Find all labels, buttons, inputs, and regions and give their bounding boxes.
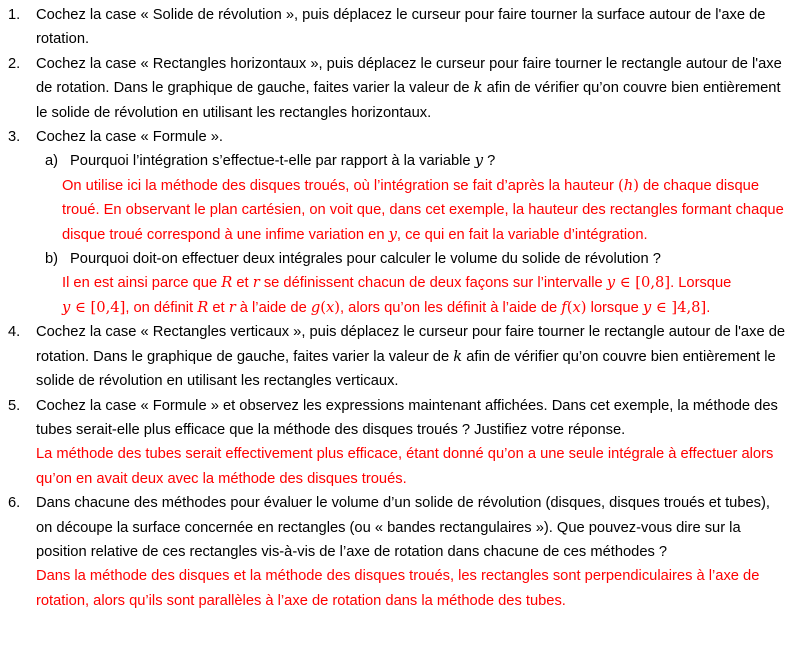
worksheet <box>8 3 790 613</box>
sub-item <box>36 149 790 173</box>
question-text <box>36 52 790 125</box>
answer-text <box>36 564 790 613</box>
item-number: 1. <box>8 7 21 23</box>
item-number: 4. <box>8 324 21 341</box>
math-symbol: r <box>252 274 260 292</box>
math-symbol: ( <box>320 298 326 316</box>
list-item <box>8 3 790 52</box>
math-symbol: k <box>453 347 463 365</box>
text-run: . Lorsque <box>670 275 732 292</box>
item-number: 5. <box>8 397 21 414</box>
item-body <box>36 125 790 320</box>
question-text <box>36 3 790 52</box>
math-symbol: R <box>197 298 209 316</box>
text-run: afin de vérifier qu’on couvre bien entièrement le solide de révolution en utilisant les rectangles verticaux. <box>36 348 776 390</box>
math-symbol: ∈ [0,8] <box>615 274 671 292</box>
math-symbol: R <box>221 274 233 292</box>
math-symbol: x <box>572 298 581 316</box>
item-body <box>36 491 790 613</box>
item-body <box>36 3 790 52</box>
text-run: se définissent chacun de deux façons sur l’intervalle <box>259 275 607 292</box>
math-symbol: y <box>474 152 483 170</box>
question-text <box>36 125 790 149</box>
text-run: Cochez la case « Rectangles verticaux », puis déplacez le curseur pour faire tourner le rectangle autour de l'axe de rotation. Dans le graphique de gauche, faites varier la valeur de <box>36 324 786 365</box>
list-item <box>8 320 790 393</box>
item-body <box>36 394 790 492</box>
text-run: à l’aide de <box>235 299 311 316</box>
item-body <box>36 320 790 393</box>
text-run: Dans la méthode des disques et la méthode des disques troués, les rectangles sont perpendiculaires à l’axe de rotation, alors qu’ils sont parallèles à l’axe de rotation dans la méthode des tubes. <box>36 568 760 609</box>
math-symbol: ) <box>633 176 639 194</box>
math-symbol: ∈ [0,4] <box>70 298 126 316</box>
question-text <box>36 394 790 443</box>
math-symbol: y <box>62 298 71 316</box>
text-run: Dans chacune des méthodes pour évaluer le volume d’un solide de révolution (disques, disques troués et tubes), on découpe la surface concernée en rectangles (ou « bandes rectangulaires »). Que pouvez-vous dire sur la position relative de ces rectangles vis-à-vis de l’axe de rotation dans chacune de ces méthodes ? <box>36 495 770 560</box>
item-number: 3. <box>8 129 21 146</box>
sub-item <box>36 247 790 271</box>
math-symbol: h <box>623 176 634 194</box>
math-symbol: f <box>561 298 567 316</box>
text-run: Cochez la case « Solide de révolution », puis déplacez le curseur pour faire tourner la surface autour de l'axe de rotation. <box>36 7 766 48</box>
text-run: , on définit <box>125 299 198 316</box>
sub-item-marker: a) <box>45 153 59 170</box>
text-run: et <box>232 275 253 292</box>
math-symbol: ) <box>580 298 587 316</box>
answer-text <box>36 442 790 491</box>
text-run: ? <box>483 153 496 170</box>
item-number: 6. <box>8 495 21 512</box>
math-symbol: ∈ ]4,8] <box>651 298 707 316</box>
item-number: 2. <box>8 55 21 72</box>
answer-text <box>62 271 790 320</box>
math-symbol: ( <box>566 298 573 316</box>
text-run: Cochez la case « Rectangles horizontaux », puis déplacez le curseur pour faire tourner le rectangle autour de l'axe de rotation. Dans le graphique de gauche, faites varier la valeur de <box>36 55 782 97</box>
question-text <box>70 149 790 173</box>
text-run: Cochez la case « Formule » et observez les expressions maintenant affichées. Dans cet exemple, la méthode des tubes serait-elle plus efficace que la méthode des disques troués ? Justifiez votre réponse. <box>36 397 778 438</box>
text-run: Cochez la case « Formule ». <box>36 129 223 146</box>
text-run: , alors qu’on les définit à l’aide de <box>340 299 562 316</box>
text-run: et <box>208 299 229 316</box>
text-run: afin de vérifier qu’on couvre bien entièrement le solide de révolution en utilisant les rectangles horizontaux. <box>36 80 781 121</box>
text-run: On utilise ici la méthode des disques troués, où l’intégration se fait d’après la hauteur <box>62 177 618 194</box>
question-text <box>36 320 790 393</box>
text-run: Il en est ainsi parce que <box>62 275 222 292</box>
answer-text <box>62 174 790 247</box>
item-body <box>36 52 790 125</box>
math-symbol: ) <box>334 298 341 316</box>
text-run: lorsque <box>586 299 643 316</box>
math-symbol: x <box>325 298 335 316</box>
math-symbol: k <box>473 79 483 97</box>
text-run: , ce qui en fait la variable d’intégration. <box>396 226 648 243</box>
list-item <box>8 125 790 320</box>
sub-item-marker: b) <box>45 251 59 268</box>
math-symbol: y <box>642 298 652 316</box>
text-run: de chaque disque troué. En observant le plan cartésien, on voit que, dans cet exemple, la hauteur des rectangles formant chaque disque troué correspond à une infime variation en <box>62 177 784 243</box>
list-item <box>8 394 790 492</box>
question-text <box>70 247 790 271</box>
text-run: Pourquoi doit-on effectuer deux intégrales pour calculer le volume du solide de révolution ? <box>70 251 661 268</box>
math-symbol: y <box>606 274 616 292</box>
math-symbol: g <box>310 298 321 316</box>
text-run: La méthode des tubes serait effectivement plus efficace, étant donné qu’on a une seule intégrale à effectuer alors qu’on en avait deux avec la méthode des disques troués. <box>36 446 774 487</box>
math-symbol: r <box>228 298 236 316</box>
text-run: Pourquoi l’intégration s’effectue-t-elle par rapport à la variable <box>70 153 475 170</box>
list-item <box>8 491 790 613</box>
math-symbol: y <box>388 225 397 243</box>
list-item <box>8 52 790 125</box>
question-text <box>36 491 790 564</box>
math-symbol: ( <box>618 176 624 194</box>
text-run: . <box>706 299 711 316</box>
